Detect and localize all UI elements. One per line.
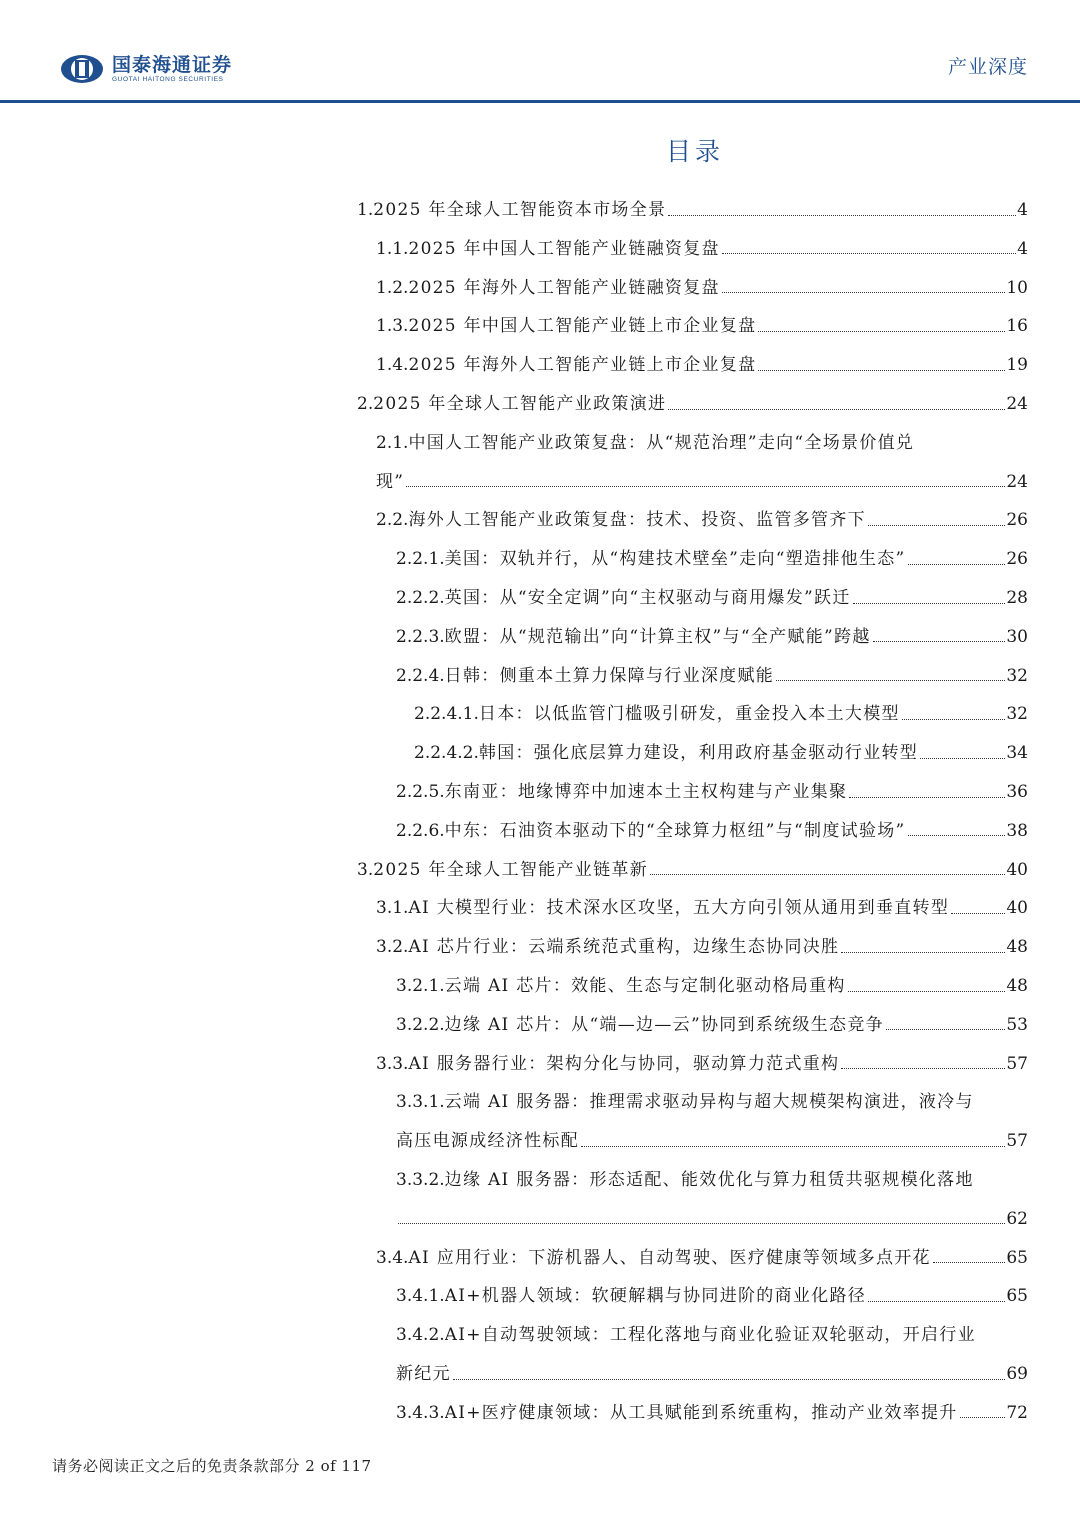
toc-leader-dots bbox=[398, 1223, 1005, 1224]
toc-entry[interactable] bbox=[396, 618, 1028, 656]
toc-leader-dots bbox=[722, 253, 1016, 254]
toc-entry-page: 57 bbox=[1006, 1053, 1028, 1074]
toc-entry[interactable] bbox=[376, 1239, 1028, 1277]
toc-entry[interactable] bbox=[376, 1045, 1028, 1083]
toc-entry[interactable] bbox=[357, 385, 1028, 423]
toc-entry[interactable] bbox=[357, 851, 1028, 889]
toc-entry-number: 3.4.1. bbox=[396, 1286, 445, 1307]
toc-entry-title: 2025 年海外人工智能产业链融资复盘 bbox=[408, 277, 720, 298]
toc-entry-title: 英国：从“安全定调”向“主权驱动与商用爆发”跃迁 bbox=[444, 588, 851, 608]
toc-entry[interactable] bbox=[357, 191, 1028, 229]
toc-entry-number: 3.2.2. bbox=[396, 1014, 445, 1035]
toc-entry-number: 2. bbox=[357, 394, 374, 414]
toc-entry[interactable] bbox=[376, 346, 1028, 384]
toc-entry-page: 30 bbox=[1006, 626, 1028, 647]
toc-entry-page: 40 bbox=[1006, 898, 1028, 919]
toc-entry-number: 1. bbox=[357, 200, 374, 220]
toc-leader-dots bbox=[868, 1301, 1005, 1302]
toc-leader-dots bbox=[908, 835, 1006, 836]
report-category: 产业深度 bbox=[947, 56, 1028, 78]
toc-entry-number: 3.3.1. bbox=[396, 1092, 445, 1113]
toc-leader-dots bbox=[951, 913, 1005, 914]
toc-entry-number: 2.2.5. bbox=[396, 782, 445, 802]
toc-leader-dots bbox=[873, 641, 1006, 642]
toc-entry-number: 2.2. bbox=[376, 510, 409, 531]
toc-entry[interactable] bbox=[376, 889, 1028, 927]
toc-entry-title: 2025 年全球人工智能产业链革新 bbox=[373, 859, 649, 880]
toc-entry-title: AI+自动驾驶领域：工程化落地与商业化验证双轮驱动，开启行业 bbox=[444, 1325, 976, 1346]
toc-leader-dots bbox=[933, 1262, 1006, 1263]
toc-entry-title: AI 应用行业：下游机器人、自动驾驶、医疗健康等领域多点开花 bbox=[408, 1247, 931, 1268]
toc-entry[interactable] bbox=[376, 230, 1028, 268]
toc-entry[interactable] bbox=[396, 1161, 1028, 1199]
logo-chinese-name: 国泰海通证券 bbox=[112, 54, 233, 76]
toc-entry-number: 3.3. bbox=[376, 1053, 409, 1074]
toc-entry[interactable] bbox=[414, 695, 1028, 733]
toc-entry-number: 2.2.3. bbox=[396, 626, 445, 647]
toc-leader-dots bbox=[758, 331, 1005, 332]
toc-entry-title: 2025 年全球人工智能产业政策演进 bbox=[373, 394, 667, 414]
toc-leader-dots bbox=[453, 1379, 1005, 1380]
toc-entry-number: 2.2.2. bbox=[396, 588, 445, 608]
toc-entry-number: 2.2.4.1. bbox=[414, 704, 479, 725]
toc-entry[interactable] bbox=[376, 269, 1028, 307]
toc-entry-number: 2.2.1. bbox=[396, 549, 445, 570]
toc-entry-number: 3.4.3. bbox=[396, 1402, 445, 1423]
toc-entry-title: 韩国：强化底层算力建设，利用政府基金驱动行业转型 bbox=[478, 743, 919, 764]
toc-entry-page: 53 bbox=[1006, 1014, 1028, 1035]
toc-entry-number: 1.4. bbox=[376, 355, 409, 376]
toc-entry-page: 19 bbox=[1006, 355, 1028, 376]
toc-leader-dots bbox=[902, 719, 1006, 720]
toc-entry-number: 2.2.4. bbox=[396, 665, 445, 686]
toc-entry[interactable] bbox=[414, 734, 1028, 772]
toc-entry-number: 2.2.4.2. bbox=[414, 743, 479, 764]
toc-entry-title: 日本：以低监管门槛吸引研发，重金投入本土大模型 bbox=[478, 704, 900, 725]
toc-entry-title: 中东：石油资本驱动下的“全球算力枢纽”与“制度试验场” bbox=[444, 820, 906, 841]
toc-leader-dots bbox=[668, 409, 1005, 410]
toc-entry-number: 3.4.2. bbox=[396, 1325, 445, 1346]
toc-entry-page: 10 bbox=[1006, 277, 1028, 298]
toc-leader-dots bbox=[581, 1146, 1005, 1147]
toc-entry-page: 4 bbox=[1017, 238, 1028, 259]
toc-entry-continuation[interactable] bbox=[396, 1122, 1028, 1160]
toc-entry-number: 3.3.2. bbox=[396, 1170, 445, 1190]
toc-entry-page: 62 bbox=[1006, 1208, 1028, 1229]
toc-entry-number: 1.2. bbox=[376, 277, 409, 298]
toc-entry-page: 40 bbox=[1006, 859, 1028, 880]
toc-entry[interactable] bbox=[396, 579, 1028, 617]
toc-leader-dots bbox=[848, 991, 1006, 992]
toc-entry[interactable] bbox=[396, 773, 1028, 811]
toc-entry[interactable] bbox=[396, 657, 1028, 695]
toc-entry-page: 16 bbox=[1006, 316, 1028, 337]
toc-entry-title: 边缘 AI 服务器：形态适配、能效优化与算力租赁共驱规模化落地 bbox=[444, 1170, 974, 1190]
toc-entry-title: 云端 AI 芯片：效能、生态与定制化驱动格局重构 bbox=[444, 976, 846, 996]
toc-entry[interactable] bbox=[376, 424, 1028, 462]
toc-entry-title: AI+机器人领域：软硬解耦与协同进阶的商业化路径 bbox=[444, 1286, 867, 1307]
toc-leader-dots bbox=[868, 525, 1005, 526]
toc-leader-dots bbox=[841, 952, 1005, 953]
toc-leader-dots bbox=[668, 215, 1016, 216]
toc-entry-title: AI 服务器行业：架构分化与协同，驱动算力范式重构 bbox=[408, 1053, 840, 1074]
toc-entry[interactable] bbox=[396, 967, 1028, 1005]
toc-entry-number: 2.1. bbox=[376, 432, 409, 453]
toc-entry-page: 24 bbox=[1006, 471, 1028, 492]
toc-entry-title: 2025 年全球人工智能资本市场全景 bbox=[373, 200, 667, 220]
toc-entry-number: 2.2.6. bbox=[396, 820, 445, 841]
toc-entry-title: 中国人工智能产业政策复盘：从“规范治理”走向“全场景价值兑 bbox=[408, 432, 915, 453]
toc-entry-title: AI+医疗健康领域：从工具赋能到系统重构，推动产业效率提升 bbox=[444, 1402, 958, 1423]
toc-leader-dots bbox=[920, 758, 1005, 759]
toc-entry[interactable] bbox=[396, 812, 1028, 850]
toc-entry-title: 欧盟：从“规范输出”向“计算主权”与“全产赋能”跨越 bbox=[444, 626, 871, 647]
toc-entry-page: 65 bbox=[1006, 1286, 1028, 1307]
toc-entry-continuation[interactable] bbox=[376, 463, 1028, 501]
toc-entry-title-continued: 新纪元 bbox=[396, 1364, 451, 1384]
toc-entry-number: 1.1. bbox=[376, 238, 409, 259]
toc-entry[interactable] bbox=[396, 1006, 1028, 1044]
toc-entry-page: 4 bbox=[1017, 200, 1028, 220]
toc-entry-continuation[interactable] bbox=[396, 1200, 1028, 1238]
toc-entry-title: 2025 年中国人工智能产业链上市企业复盘 bbox=[408, 316, 757, 337]
toc-leader-dots bbox=[406, 486, 1005, 487]
toc-title: 目录 bbox=[665, 137, 724, 166]
toc-entry-page: 24 bbox=[1006, 394, 1028, 414]
toc-leader-dots bbox=[776, 680, 1005, 681]
toc-entry[interactable] bbox=[396, 1316, 1028, 1354]
toc-entry-page: 72 bbox=[1006, 1402, 1028, 1423]
toc-entry[interactable] bbox=[396, 1394, 1028, 1432]
toc-entry[interactable] bbox=[376, 928, 1028, 966]
toc-entry-title: AI 大模型行业：技术深水区攻坚，五大方向引领从通用到垂直转型 bbox=[408, 898, 950, 919]
toc-entry[interactable] bbox=[376, 501, 1028, 539]
toc-leader-dots bbox=[758, 370, 1005, 371]
toc-entry[interactable] bbox=[396, 1277, 1028, 1315]
toc-entry-number: 3.2.1. bbox=[396, 976, 445, 996]
company-logo bbox=[60, 52, 232, 86]
logo-english-name: GUOTAI HAITONG SECURITIES bbox=[112, 76, 224, 83]
toc-entry-number: 3.1. bbox=[376, 898, 409, 919]
toc-leader-dots bbox=[908, 564, 1006, 565]
page-header bbox=[0, 0, 1080, 104]
toc-entry-continuation[interactable] bbox=[396, 1355, 1028, 1393]
toc-entry-number: 3.4. bbox=[376, 1247, 409, 1268]
toc-entry-title: 2025 年海外人工智能产业链上市企业复盘 bbox=[408, 355, 757, 376]
toc-entry-page: 26 bbox=[1006, 510, 1028, 531]
toc-entry-page: 32 bbox=[1006, 665, 1028, 686]
toc-entry-title: 云端 AI 服务器：推理需求驱动异构与超大规模架构演进，液冷与 bbox=[444, 1092, 974, 1113]
toc-leader-dots bbox=[650, 874, 1005, 875]
toc-entry-title-continued: 现” bbox=[376, 471, 405, 492]
toc-entry-title: 2025 年中国人工智能产业链融资复盘 bbox=[408, 238, 720, 259]
toc-entry-title-continued: 高压电源成经济性标配 bbox=[396, 1131, 579, 1152]
toc-entry-number: 3.2. bbox=[376, 937, 409, 958]
toc-entry-title: 边缘 AI 芯片：从“端—边—云”协同到系统级生态竞争 bbox=[444, 1014, 884, 1035]
toc-entry-page: 32 bbox=[1006, 704, 1028, 725]
toc-entry[interactable] bbox=[396, 540, 1028, 578]
toc-entry-page: 69 bbox=[1006, 1364, 1028, 1384]
toc-entry-title: 美国：双轨并行，从“构建技术壁垒”走向“塑造排他生态” bbox=[444, 549, 906, 570]
toc-leader-dots bbox=[886, 1029, 1005, 1030]
toc-entry-number: 3. bbox=[357, 859, 374, 880]
toc-entry-number: 1.3. bbox=[376, 316, 409, 337]
toc-entry-page: 28 bbox=[1006, 588, 1028, 608]
toc-leader-dots bbox=[960, 1417, 1006, 1418]
toc-entry-title: 日韩：侧重本土算力保障与行业深度赋能 bbox=[444, 665, 775, 686]
toc-entry-page: 34 bbox=[1006, 743, 1028, 764]
header-divider bbox=[0, 100, 1080, 103]
toc-entry-page: 65 bbox=[1006, 1247, 1028, 1268]
page-footer: 请务必阅读正文之后的免责条款部分 2 of 117 bbox=[52, 1457, 372, 1475]
toc-leader-dots bbox=[722, 292, 1006, 293]
toc-entry-page: 57 bbox=[1006, 1131, 1028, 1152]
toc-entry[interactable] bbox=[376, 307, 1028, 345]
toc-entry-title: 海外人工智能产业政策复盘：技术、投资、监管多管齐下 bbox=[408, 510, 866, 531]
toc-entry-page: 38 bbox=[1006, 820, 1028, 841]
toc-entry-page: 48 bbox=[1006, 976, 1028, 996]
toc-entry-page: 48 bbox=[1006, 937, 1028, 958]
toc-entry-title: 东南亚：地缘博弈中加速本土主权构建与产业集聚 bbox=[444, 782, 848, 802]
toc-leader-dots bbox=[853, 603, 1006, 604]
toc-entry[interactable] bbox=[396, 1083, 1028, 1121]
toc-leader-dots bbox=[849, 797, 1005, 798]
logo-mark-icon bbox=[60, 54, 104, 84]
toc-leader-dots bbox=[841, 1068, 1005, 1069]
toc-entry-title: AI 芯片行业：云端系统范式重构，边缘生态协同决胜 bbox=[408, 937, 840, 958]
toc-entry-page: 26 bbox=[1006, 549, 1028, 570]
toc-entry-page: 36 bbox=[1006, 782, 1028, 802]
